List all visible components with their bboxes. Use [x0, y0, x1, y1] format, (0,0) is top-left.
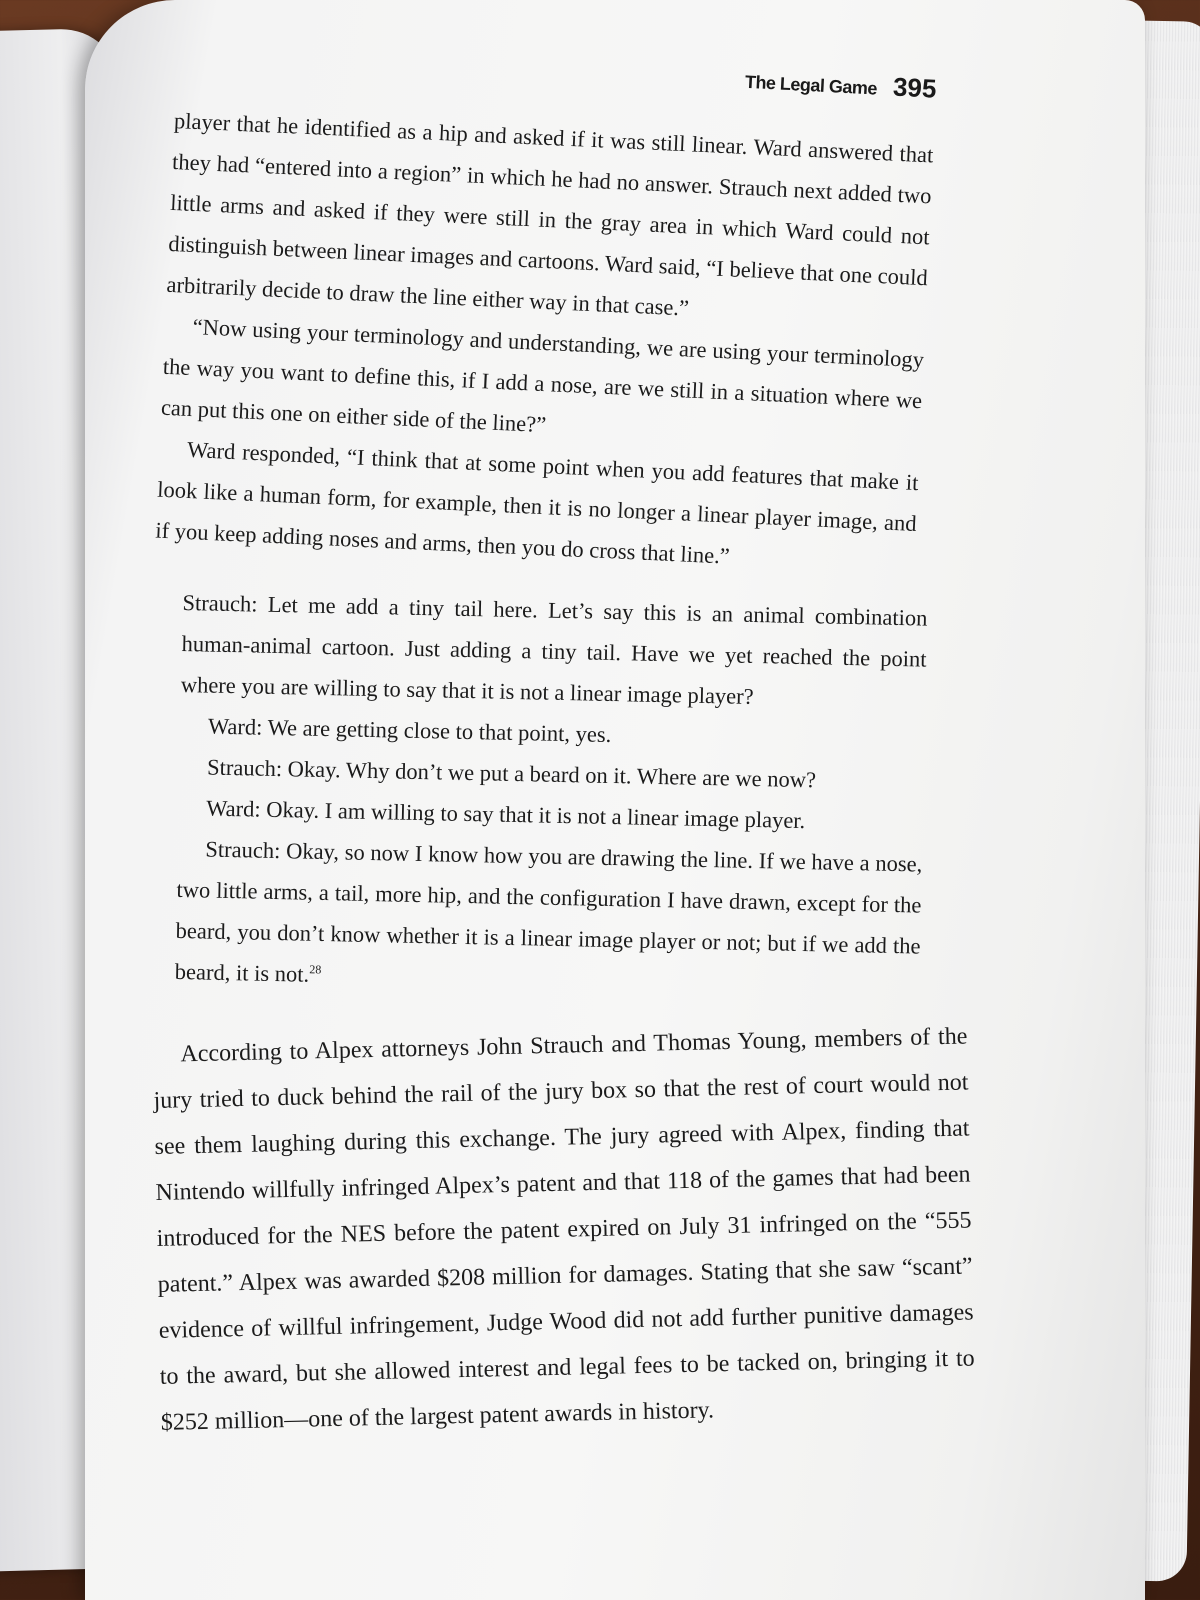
running-head: The Legal Game — [744, 71, 878, 99]
transcript-line: Strauch: Okay. Why don’t we put a beard on it. Where are we now? — [206, 754, 817, 793]
narrative-section — [155, 100, 935, 585]
transcript-line: Strauch: Let me add a tiny tail here. Let’s say this is an animal combination human-animal cartoon. Just adding a tiny tail. Have we yet reached the point where you are willing to say that it is not a linear image player? — [180, 589, 928, 709]
paragraph: According to Alpex attorneys John Strauch and Thomas Young, members of the jury tried to duck behind the rail of the jury box so that the rest of court would not see them laughing during this exchange. The jury agreed with Alpex, finding that Nintendo willfully infringed Alpex’s patent and that 118 of the games that had been introduced for the NES before the patent expired on July 31 infringed on the “555 patent.” Alpex was awarded $208 million for damages. Stating that she saw “scant” evidence of willful infringement, Judge Wood did not add further punitive damages to the award, but she allowed interest and legal fees to be tacked on, bringing it to $252 million—one of the largest patent awards in history. — [153, 1023, 975, 1436]
transcript-line — [174, 828, 922, 1008]
closing-section — [152, 1014, 976, 1446]
paragraph: “Now using your terminology and understanding, we are using your terminology the way you want to define this, if I add a nose, are we still in a situation where we can put this one on either side of the line?” — [160, 314, 925, 438]
paragraph: Ward responded, “I think that at some point when you add features that make it look like a human form, for example, then it is no longer a linear player image, and if you keep adding noses and arms, then you do cross that line.” — [154, 436, 919, 569]
transcript-excerpt — [174, 582, 927, 1008]
transcript-line: Ward: We are getting close to that point, yes. — [207, 713, 612, 747]
transcript-line-text: Strauch: Okay, so now I know how you are drawing the line. If we have a nose, two little arms, a tail, more hip, and the configuration I have drawn, except for the beard, you don’t know whether it is a linear image player or not; but if we add the beard, it is not. — [174, 836, 923, 987]
transcript-line: Ward: Okay. I am willing to say that it is not a linear image player. — [206, 795, 806, 834]
footnote-reference: 28 — [309, 962, 322, 977]
page-number: 395 — [892, 71, 938, 104]
paragraph: player that he identified as a hip and asked if it was still linear. Ward answered that they had “entered into a region” in which he had no answer. Strauch next added two little arms and asked if they were still in the gray area in which Ward could not distinguish between linear images and cartoons. Ward said, “I believe that one could arbitrarily decide to draw the line either way in that case.” — [166, 107, 934, 321]
